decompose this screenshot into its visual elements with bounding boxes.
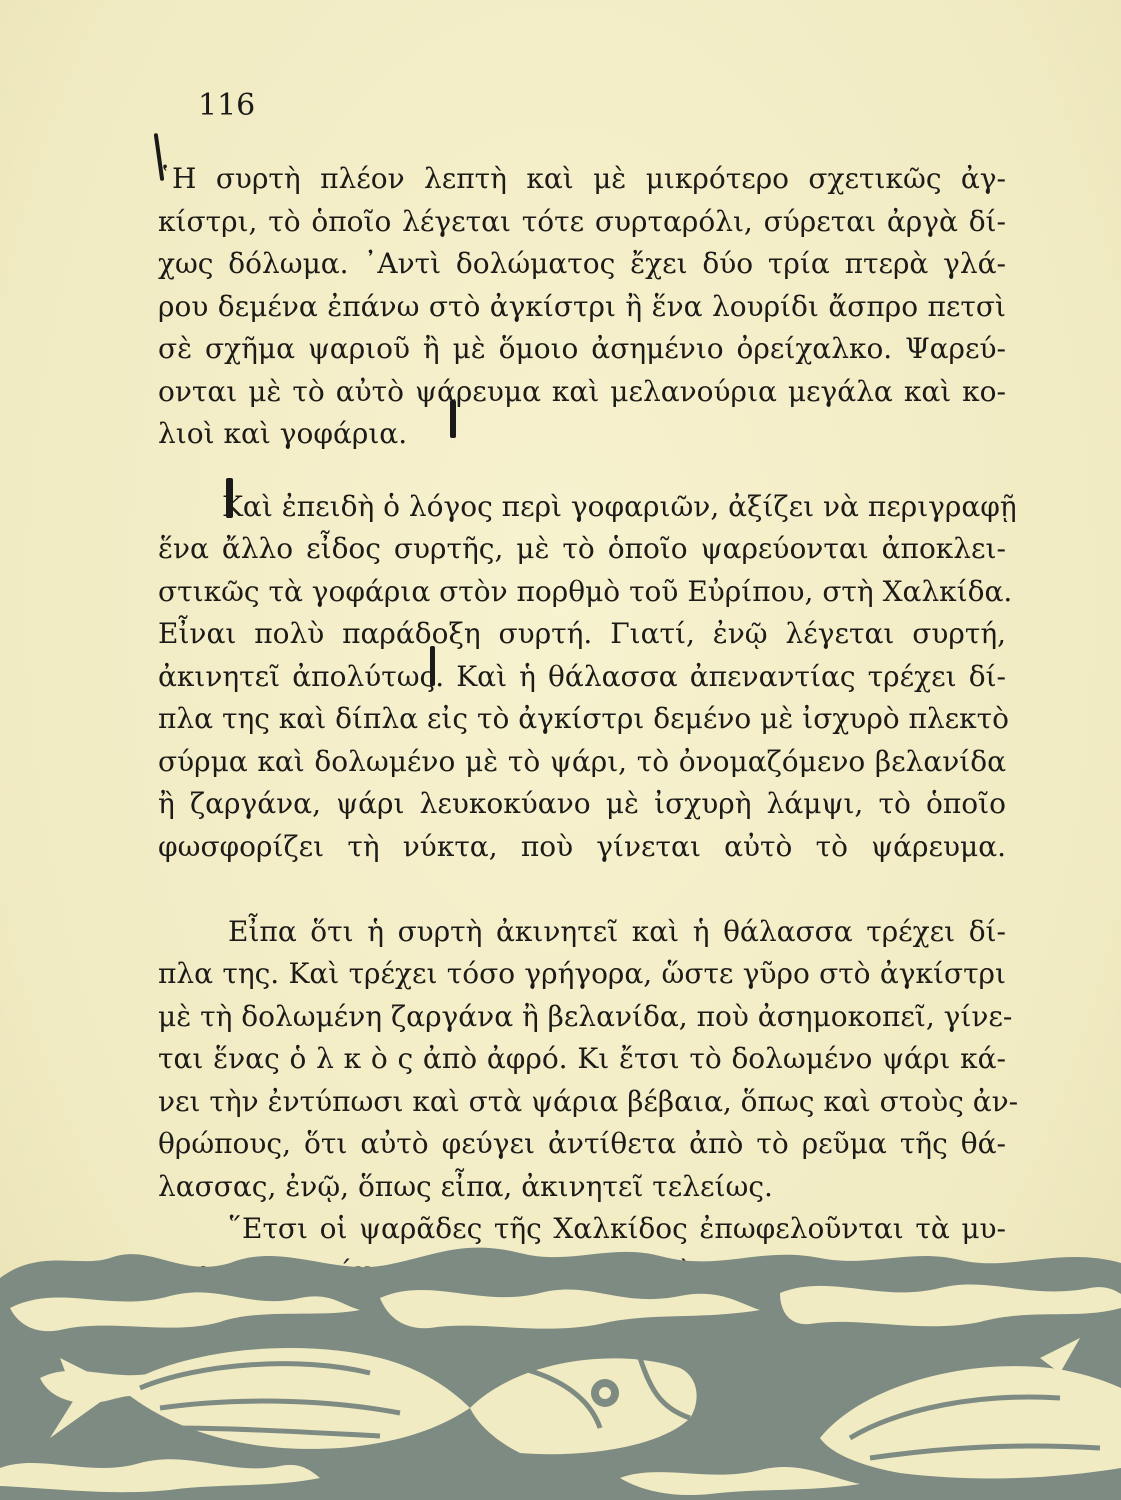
text-line: σὲ σχῆμα ψαριοῦ ἢ μὲ ὅμοιο ἀσημένιο ὀρείχαλκο. Ψαρεύ-	[158, 332, 1006, 365]
text-line: ἕνα ἄλλο εἶδος συρτῆς, μὲ τὸ ὁποῖο ψαρεύονται ἀποκλει-	[158, 532, 1006, 565]
text-line: Εἶναι πολὺ παράδοξη συρτή. Γιατί, ἐνῷ λέγεται συρτή,	[158, 617, 1006, 650]
text-line: ῾Η συρτὴ πλέον λεπτὴ καὶ μὲ μικρότερο σχετικῶς ἀγ-	[158, 162, 1006, 195]
paragraph-3	[158, 911, 1019, 1209]
paragraph-1	[158, 158, 1006, 456]
text-line: πλα της καὶ δίπλα εἰς τὸ ἀγκίστρι δεμένο μὲ ἰσχυρὸ πλεκτὸ	[158, 702, 1010, 735]
text-line: ἀκινητεῖ ἀπολύτως. Καὶ ἡ θάλασσα ἀπεναντίας τρέχει δί-	[158, 659, 1006, 693]
page-number: 116	[198, 88, 256, 123]
text-line: πλα της. Καὶ τρέχει τόσο γρήγορα, ὥστε γῦρο στὸ ἀγκίστρι	[158, 957, 1006, 990]
paragraph-2	[158, 486, 1017, 911]
text-line: μὲ τὴ δολωμένη ζαργάνα ἢ βελανίδα, ποὺ ἀσημοκοπεῖ, γίνε-	[158, 999, 1013, 1033]
text-line: ονται μὲ τὸ αὐτὸ ψάρευμα καὶ μελανούρια μεγάλα καὶ κο-	[158, 374, 1006, 408]
text-line: ρου δεμένα ἐπάνω στὸ ἀγκίστρι ἢ ἕνα λουρίδι ἄσπρο πετσὶ	[158, 289, 1006, 323]
body-text	[158, 158, 1019, 1293]
text-line: ἢ ζαργάνα, ψάρι λευκοκύανο μὲ ἰσχυρὴ λάμψι, τὸ ὁποῖο	[158, 787, 1006, 820]
text-line: σύρμα καὶ δολωμένο μὲ τὸ ψάρι, τὸ ὀνομαζόμενο βελανίδα	[158, 744, 1006, 778]
text-line: Εἶπα ὅτι ἡ συρτὴ ἀκινητεῖ καὶ ἡ θάλασσα τρέχει δί-	[228, 914, 1006, 948]
text-line: στικῶς τὰ γοφάρια στὸν πορθμὸ τοῦ Εὐρίπου, στὴ Χαλκίδα.	[158, 574, 1013, 608]
text-line: χως δόλωμα. ᾿Αντὶ δολώματος ἔχει δύο τρία πτερὰ γλά-	[158, 247, 1006, 280]
text-line: Καὶ ἐπειδὴ ὁ λόγος περὶ γοφαριῶν, ἀξίζει νὰ περιγραφῇ	[222, 489, 1017, 523]
text-line: φωσφορίζει τὴ νύκτα, ποὺ γίνεται αὐτὸ τὸ ψάρευμα.	[158, 829, 1006, 863]
woodcut-waves-fish-illustration	[0, 1238, 1121, 1500]
text-line: νει τὴν ἐντύπωσι καὶ στὰ ψάρια βέβαια, ὅπως καὶ στοὺς ἀν-	[158, 1084, 1019, 1118]
text-line: θρώπους, ὅτι αὐτὸ φεύγει ἀντίθετα ἀπὸ τὸ ρεῦμα τῆς θά-	[158, 1127, 1006, 1160]
text-line: λιοὶ καὶ γοφάρια.	[158, 417, 408, 450]
text-line: λασσας, ἐνῷ, ὅπως εἶπα, ἀκινητεῖ τελείως.	[158, 1169, 773, 1203]
text-line	[158, 868, 1006, 911]
text-line: ται ἕνας ὁ λ κ ὸ ς ἀπὸ ἀφρό. Κι ἔτσι τὸ δολωμένο ψάρι κά-	[158, 1042, 1006, 1075]
text-line: ῞Ετσι οἱ ψαρᾶδες τῆς Χαλκίδος ἐπωφελοῦνται τὰ μυ-	[228, 1212, 1006, 1245]
paragraph-gap	[158, 456, 1006, 486]
text-line: κίστρι, τὸ ὁποῖο λέγεται τότε συρταρόλι, σύρεται ἀργὰ δί-	[158, 204, 1006, 238]
